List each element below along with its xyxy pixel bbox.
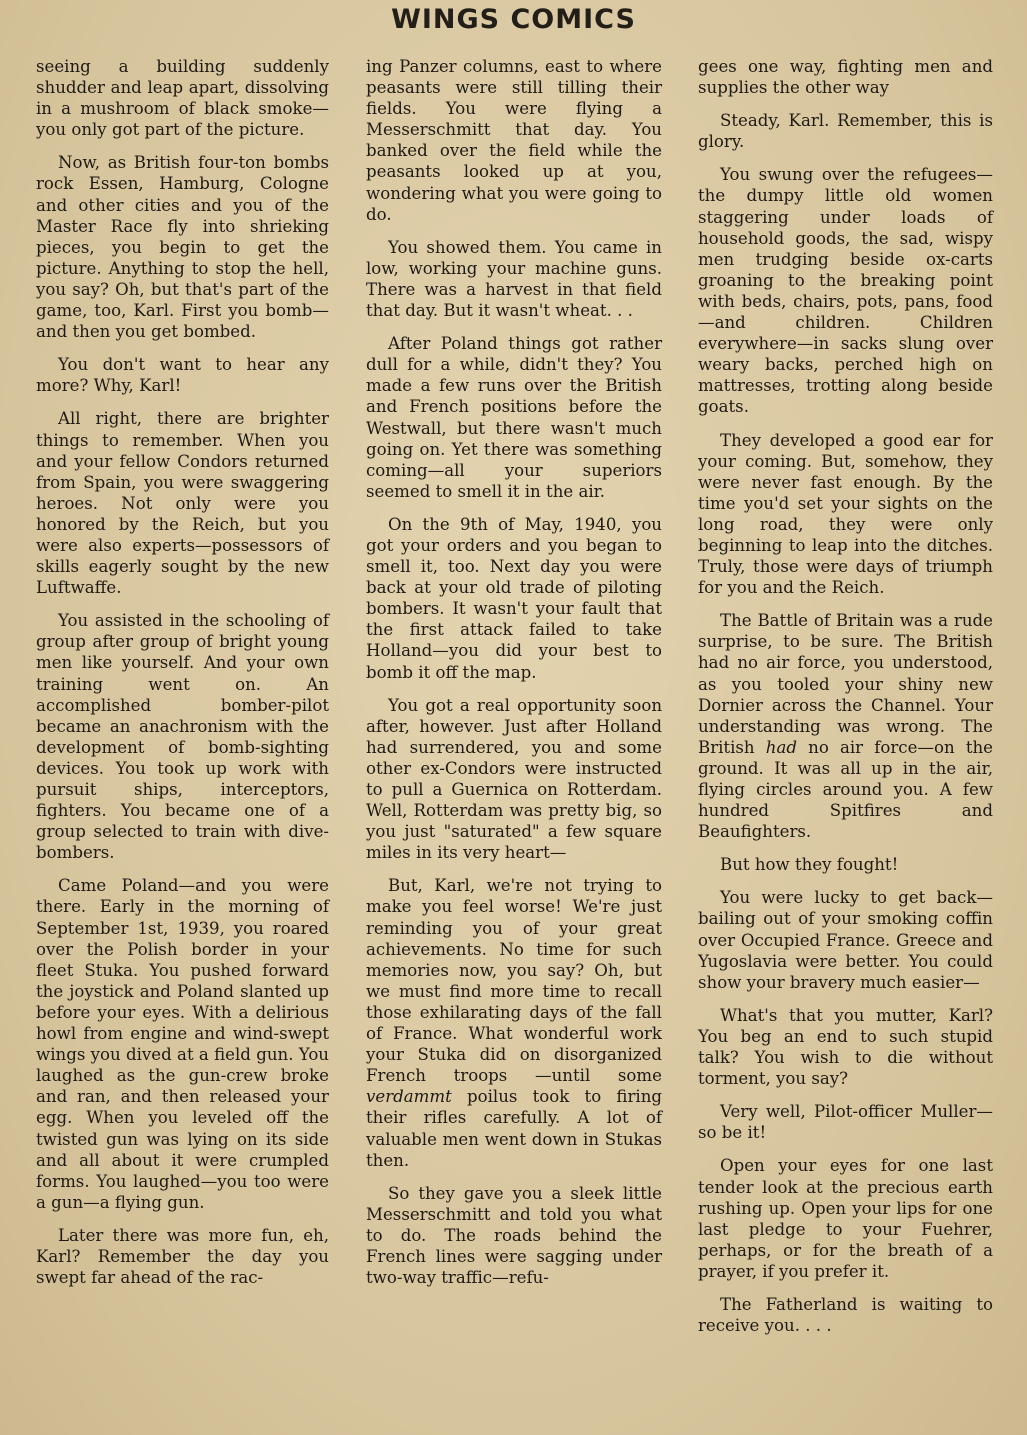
paragraph: You assisted in the schooling of group after group of bright young men like yourself. And your own training went on. An accomplished bomber-pilot became an anachronism with the development of bomb-sighting devices. You took up work with pursuit ships, interceptors, fighters. You became one of a group selected to train with dive-bombers.: [36, 611, 329, 863]
paragraph: Now, as British four-ton bombs rock Essen, Hamburg, Cologne and other cities and you of the Master Race fly into shrieking pieces, you begin to get the picture. Anything to stop the hell, you say? Oh, but that's part of the game, too, Karl. First you bomb—and then you get bombed.: [36, 153, 329, 342]
italic-word: had: [765, 737, 797, 757]
paragraph: Came Poland—and you were there. Early in the morning of September 1st, 1939, you roared over the Polish border in your fleet Stuka. You pushed forward the joystick and Poland slanted up before your eyes. With a delirious howl from engine and wind-swept wings you dived at a field gun. You laughed as the gun-crew broke and ran, and then released your egg. When you leveled off the twisted gun was lying on its side and all about it were crumpled forms. You laughed—you too were a gun—a flying gun.: [36, 876, 329, 1212]
page-title: WINGS COMICS: [391, 4, 636, 35]
paragraph: You showed them. You came in low, working your machine guns. There was a harvest in that field that day. But it wasn't wheat. . .: [366, 237, 662, 321]
paragraph: ing Panzer columns, east to where peasants were still tilling their fields. You were flying a Messerschmitt that day. You banked over the field while the peasants looked up at you, wondering what you were going to do.: [366, 57, 662, 224]
italic-word: verdammt: [366, 1087, 452, 1107]
paragraph: Very well, Pilot-officer Muller—so be it!: [698, 1102, 993, 1143]
paragraph: All right, there are brighter things to remember. When you and your fellow Condors returned from Spain, you were swaggering heroes. Not only were you honored by the Reich, but you were also experts—possessors of skills eagerly sought by the new Luftwaffe.: [36, 409, 329, 598]
text-run: poilus: [451, 1087, 518, 1107]
paragraph: gees one way, fighting men and supplies the other way: [698, 57, 993, 98]
text-run: The Battle of Britain was a rude surprise, to be sure. The British had no air force, you understood, as you tooled your shiny new Dornier across the Channel. Your understanding was wrong. The British: [698, 611, 993, 757]
paragraph: You don't want to hear any more? Why, Karl!: [36, 355, 329, 396]
paragraph: Later there was more fun, eh, Karl? Remember the day you swept far ahead of the rac-: [36, 1225, 329, 1288]
paragraph: You swung over the refugees—the dumpy little old women staggering under loads of household goods, the sad, wispy men trudging beside ox-carts groaning to the breaking point with beds, chairs, pots, pans, food—and children. Children everywhere—in sacks slung over weary backs, perched high on mattresses, trotting along beside goats.: [698, 165, 993, 417]
text-run: took to firing their rifles carefully. A lot of valuable men went down in Stukas then.: [366, 1087, 662, 1170]
paragraph: [366, 875, 662, 1170]
paragraph: You were lucky to get back—bailing out of your smoking coffin over Occupied France. Greece and Yugoslavia were better. You could show your bravery much easier—: [698, 888, 993, 992]
paragraph: They developed a good ear for your coming. But, somehow, they were never fast enough. By the time you'd set your sights on the long road, they were only beginning to leap into the ditches. Truly, those were days of triumph for you and the Reich.: [698, 430, 993, 598]
text-run: no air: [796, 737, 875, 757]
paragraph: The Fatherland is waiting to receive you. . . .: [698, 1294, 993, 1336]
paragraph: On the 9th of May, 1940, you got your orders and you began to smell it, too. Next day you were back at your old trade of piloting bombers. It wasn't your fault that the first attack failed to take Holland—you did your best to bomb it off the map.: [366, 514, 662, 682]
paragraph: After Poland things got rather dull for a while, didn't they? You made a few runs over the British and French positions before the Westwall, but there wasn't much going on. Yet there was something coming—all your superiors seemed to smell it in the air.: [366, 334, 662, 501]
text-column-3: [698, 56, 993, 1348]
paragraph: But how they fought!: [720, 855, 899, 875]
paragraph: You got a real opportunity soon after, however. Just after Holland had surrendered, you and some other ex-Condors were instructed to pull a Guernica on Rotterdam. Well, Rotterdam was pretty big, so you just "saturated" a few square miles in its very heart—: [366, 695, 662, 863]
text-column-1: [36, 56, 329, 1300]
text-run: —until some: [535, 1066, 662, 1086]
text-run: But, Karl, we're not trying to make you feel worse! We're just reminding you of your great achievements. No time for such memories now, you say? Oh, but we must find more time to recall those exhilarating days of the fall of France. What wonderful work your Stuka did on disorganized French troops: [366, 876, 662, 1086]
paragraph: Steady, Karl. Remember, this is glory.: [698, 111, 993, 152]
paragraph: So they gave you a sleek little Messerschmitt and told you what to do. The roads behind the French lines were sagging under two-way traffic—refu-: [366, 1183, 662, 1288]
text-run: force—on the ground. It was all up in the air, flying circles around you. A few hundred Spitfires and Beaufighters.: [698, 737, 994, 842]
paragraph: [698, 610, 993, 842]
paragraph: What's that you mutter, Karl? You beg an end to such stupid talk? You wish to die without torment, you say?: [698, 1005, 993, 1089]
paragraph: Open your eyes for one last tender look at the precious earth rushing up. Open your lips for one last pledge to your Fuehrer, perhaps, or for the breath of a prayer, if you prefer it.: [698, 1156, 993, 1281]
text-column-2: [366, 56, 662, 1300]
paragraph: seeing a building suddenly shudder and leap apart, dissolving in a mushroom of black smoke—you only got part of the picture.: [36, 57, 329, 140]
